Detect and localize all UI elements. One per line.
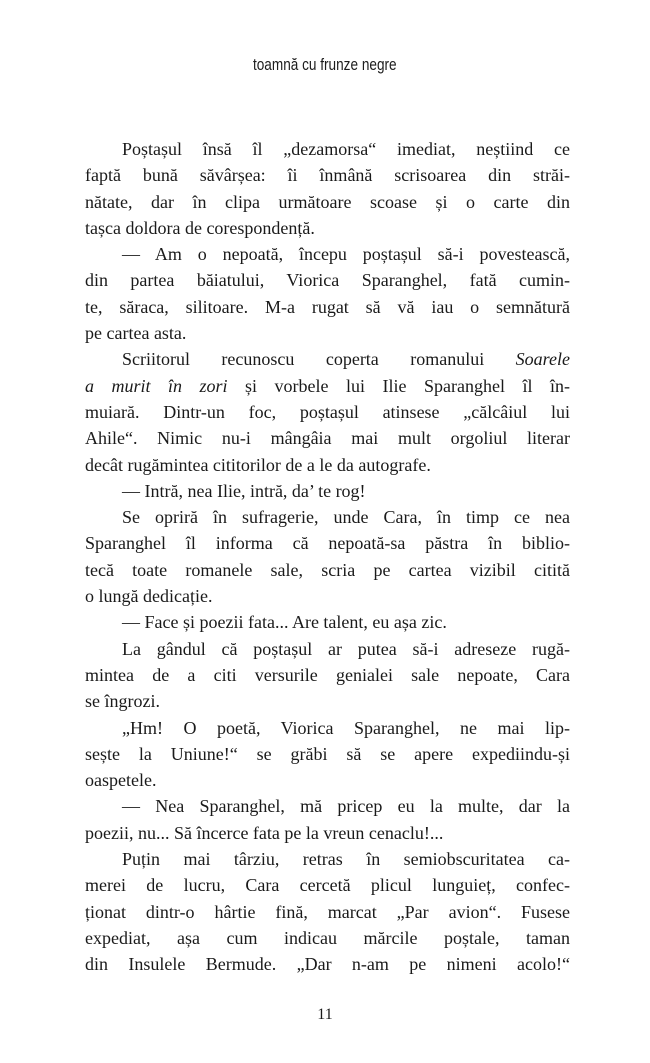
- text-line: Ahile“. Nimic nu-i mângâia mai mult orgoliul literar: [85, 428, 570, 449]
- paragraph: [85, 241, 570, 346]
- text-line: La gândul că poștașul ar putea să-i adreseze rugă-: [122, 638, 570, 659]
- paragraph: [85, 636, 570, 715]
- text-line: tecă toate romanele sale, scria pe cartea vizibil citită: [85, 559, 570, 580]
- paragraph: [85, 504, 570, 609]
- paragraph: [85, 793, 570, 846]
- text-line: sește la Uniune!“ se grăbi să se apere expediindu-și: [85, 743, 570, 764]
- text-line: ționat dintr-o hârtie fină, marcat „Par avion“. Fusese: [85, 901, 570, 922]
- text-line: Se opriră în sufragerie, unde Cara, în timp ce nea: [122, 507, 570, 528]
- paragraph: [85, 609, 570, 635]
- text-line: a murit în zori și vorbele lui Ilie Sparanghel îl în-: [85, 375, 570, 396]
- text-line: faptă bună săvârșea: îi înmână scrisoarea din străi-: [85, 165, 570, 186]
- text-line: muiară. Dintr-un foc, poștașul atinsese „călcâiul lui: [85, 401, 570, 422]
- page-number: 11: [317, 1006, 333, 1023]
- text-line: — Am o nepoată, începu poștașul să-i povestească,: [122, 244, 570, 265]
- text-line: te, săraca, silitoare. M-a rugat să vă iau o semnătură: [85, 296, 570, 317]
- text-line: Scriitorul recunoscu coperta romanului Soarele: [122, 349, 570, 370]
- text-line: oaspetele.: [85, 770, 157, 791]
- text-line: Sparanghel îl informa că nepoată-sa păstra în biblio-: [85, 533, 570, 554]
- paragraph: [85, 715, 570, 794]
- text-block: [85, 136, 570, 978]
- text-line: decât rugămintea cititorilor de a le da autografe.: [85, 454, 431, 475]
- text-line: tașca doldora de corespondență.: [85, 217, 315, 238]
- text-line: nătate, dar în clipa următoare scoase și o carte din: [85, 191, 570, 212]
- text-line: merei de lucru, Cara cercetă plicul lunguieț, confec-: [85, 875, 570, 896]
- text-line: — Face și poezii fata... Are talent, eu așa zic.: [122, 612, 447, 633]
- text-line: poezii, nu... Să încerce fata pe la vreun cenaclu!...: [85, 822, 444, 843]
- paragraph: [85, 346, 570, 477]
- text-line: Poștașul însă îl „dezamorsa“ imediat, neștiind ce: [122, 139, 570, 159]
- text-line: din Insulele Bermude. „Dar n-am pe nimeni acolo!“: [85, 954, 570, 975]
- text-line: expediat, așa cum indicau mărcile poștale, taman: [85, 927, 570, 948]
- text-line: o lungă dedicație.: [85, 586, 213, 607]
- paragraph: [85, 136, 570, 241]
- text-line: — Intră, nea Ilie, intră, da’ te rog!: [122, 480, 366, 501]
- text-line: Puțin mai târziu, retras în semiobscuritatea ca-: [122, 849, 570, 870]
- text-line: se îngrozi.: [85, 691, 160, 712]
- running-header-title: toamnă cu frunze negre: [253, 55, 397, 74]
- paragraph: [85, 846, 570, 977]
- text-line: din partea băiatului, Viorica Sparanghel, fată cumin-: [85, 270, 570, 291]
- text-line: „Hm! O poetă, Viorica Sparanghel, ne mai lip-: [122, 717, 570, 738]
- text-line: pe cartea asta.: [85, 323, 187, 344]
- running-header: [0, 55, 650, 75]
- text-line: — Nea Sparanghel, mă pricep eu la multe, dar la: [122, 796, 570, 817]
- text-line: mintea de a citi versurile genialei sale nepoate, Cara: [85, 664, 570, 685]
- paragraph: [85, 478, 570, 504]
